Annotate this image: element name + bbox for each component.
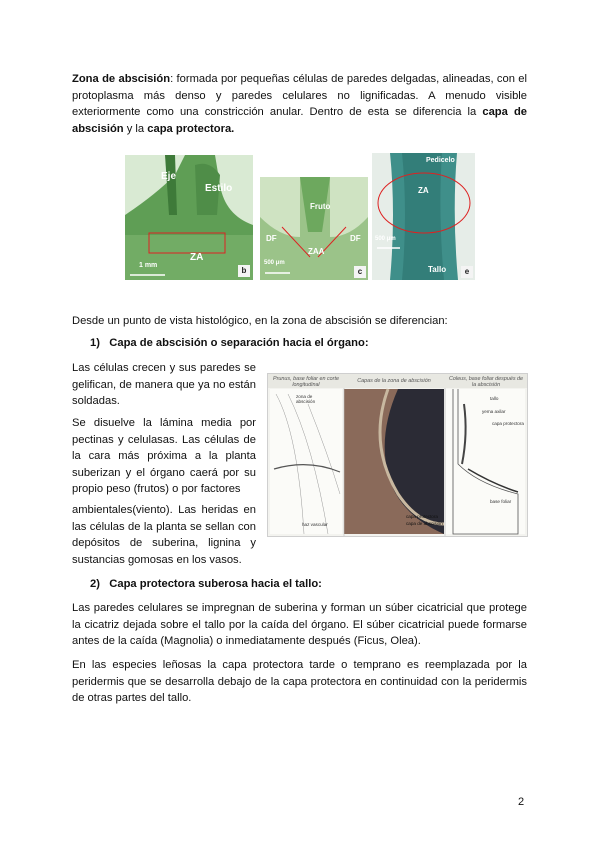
micrograph-panel-c: [260, 177, 368, 280]
label-eje: Eje: [161, 171, 177, 182]
abscission-figure: [267, 373, 528, 537]
scale-e: 500 μm: [375, 236, 396, 242]
anno-capa-protectora-2: capa protectora: [492, 421, 524, 426]
col-paragraph-2: Se disuelve la lámina media por pectinas y celulasas. Las células de la cara más próxima a la planta suberizan y el órgano caerá por su propio peso (frutos) o por factores: [72, 417, 256, 495]
panel-letter-b: b: [238, 265, 250, 277]
micrograph-e-image: [372, 153, 475, 280]
label-za-e: ZA: [418, 186, 429, 195]
panel-letter-e: e: [461, 266, 473, 278]
figure-caption-coleus: Coleus, base foliar después de la abscisión: [448, 376, 524, 388]
histology-paragraph: Desde un punto de vista histológico, en la zona de abscisión se diferencian:: [72, 315, 448, 327]
label-fruto: Fruto: [310, 202, 331, 211]
intro-paragraph: Zona de abscisión: formada por pequeñas células de paredes delgadas, alineadas, con el protoplasma más denso y paredes celulares no lignificadas. A menudo visible exteriormente como una constricción anular. Dentro de esta se diferencia la capa de abscisión y la capa protectora.: [72, 73, 528, 135]
col-paragraph-1: Las células crecen y sus paredes se gelifican, de manera que ya no están soldadas.: [72, 362, 256, 407]
page-number: 2: [518, 796, 525, 808]
label-df-right: DF: [350, 234, 361, 243]
anno-capa-abscision: capa de abscisión: [406, 521, 443, 526]
term-zona-abscision: Zona de abscisión: [72, 73, 171, 85]
label-pedicelo: Pedicelo: [426, 157, 455, 164]
scale-b: 1 mm: [139, 262, 158, 269]
woody-paragraph: En las especies leñosas la capa protectora tarde o temprano es reemplazada por la peridermis que se desarrolla debajo de la capa protectora en continuidad con la peridermis de otras partes del tallo.: [72, 659, 527, 704]
figure-caption-capas: Capas de la zona de abscisión: [357, 378, 431, 384]
label-tallo: Tallo: [428, 265, 447, 274]
anno-base-foliar: base foliar: [490, 499, 512, 504]
heading-capa-abscision: 1) Capa de abscisión o separación hacia el órgano:: [90, 337, 369, 349]
anno-zona-abscision: zona de abscisión: [296, 394, 316, 404]
protective-paragraph: Las paredes celulares se impregnan de suberina y forman un súber cicatricial que protege la cicatriz dejada sobre el tallo por la caída del órgano. El súber cicatricial puede formarse antes de la caída (Magnolia) o inmediatamente después (Ficus, Olea).: [72, 602, 527, 647]
figure-caption-prunus: Prunus, base foliar en corte longitudinal: [273, 376, 339, 388]
anno-haz-vascular: haz vascular: [302, 522, 328, 527]
label-za-b: ZA: [190, 252, 204, 263]
micrograph-panel-b: [125, 155, 253, 280]
anno-capa-protectora: capa protectora: [406, 514, 438, 519]
label-zaa: ZAA: [308, 247, 325, 256]
anno-tallo: tallo: [490, 396, 499, 401]
micrograph-panel-e: [372, 153, 475, 280]
label-df-left: DF: [266, 234, 277, 243]
heading-capa-protectora: 2) Capa protectora suberosa hacia el tallo:: [90, 578, 322, 590]
label-estilo: Estilo: [205, 183, 233, 194]
anno-yema-axilar: yema axilar: [482, 409, 506, 414]
panel-letter-c: c: [354, 266, 366, 278]
col-paragraph-3: ambientales(viento). Las heridas en las células de la planta se sellan con depósitos de suberina, lignina y sustancias gomosas en los vasos.: [72, 504, 256, 566]
scale-c: 500 μm: [264, 260, 285, 266]
